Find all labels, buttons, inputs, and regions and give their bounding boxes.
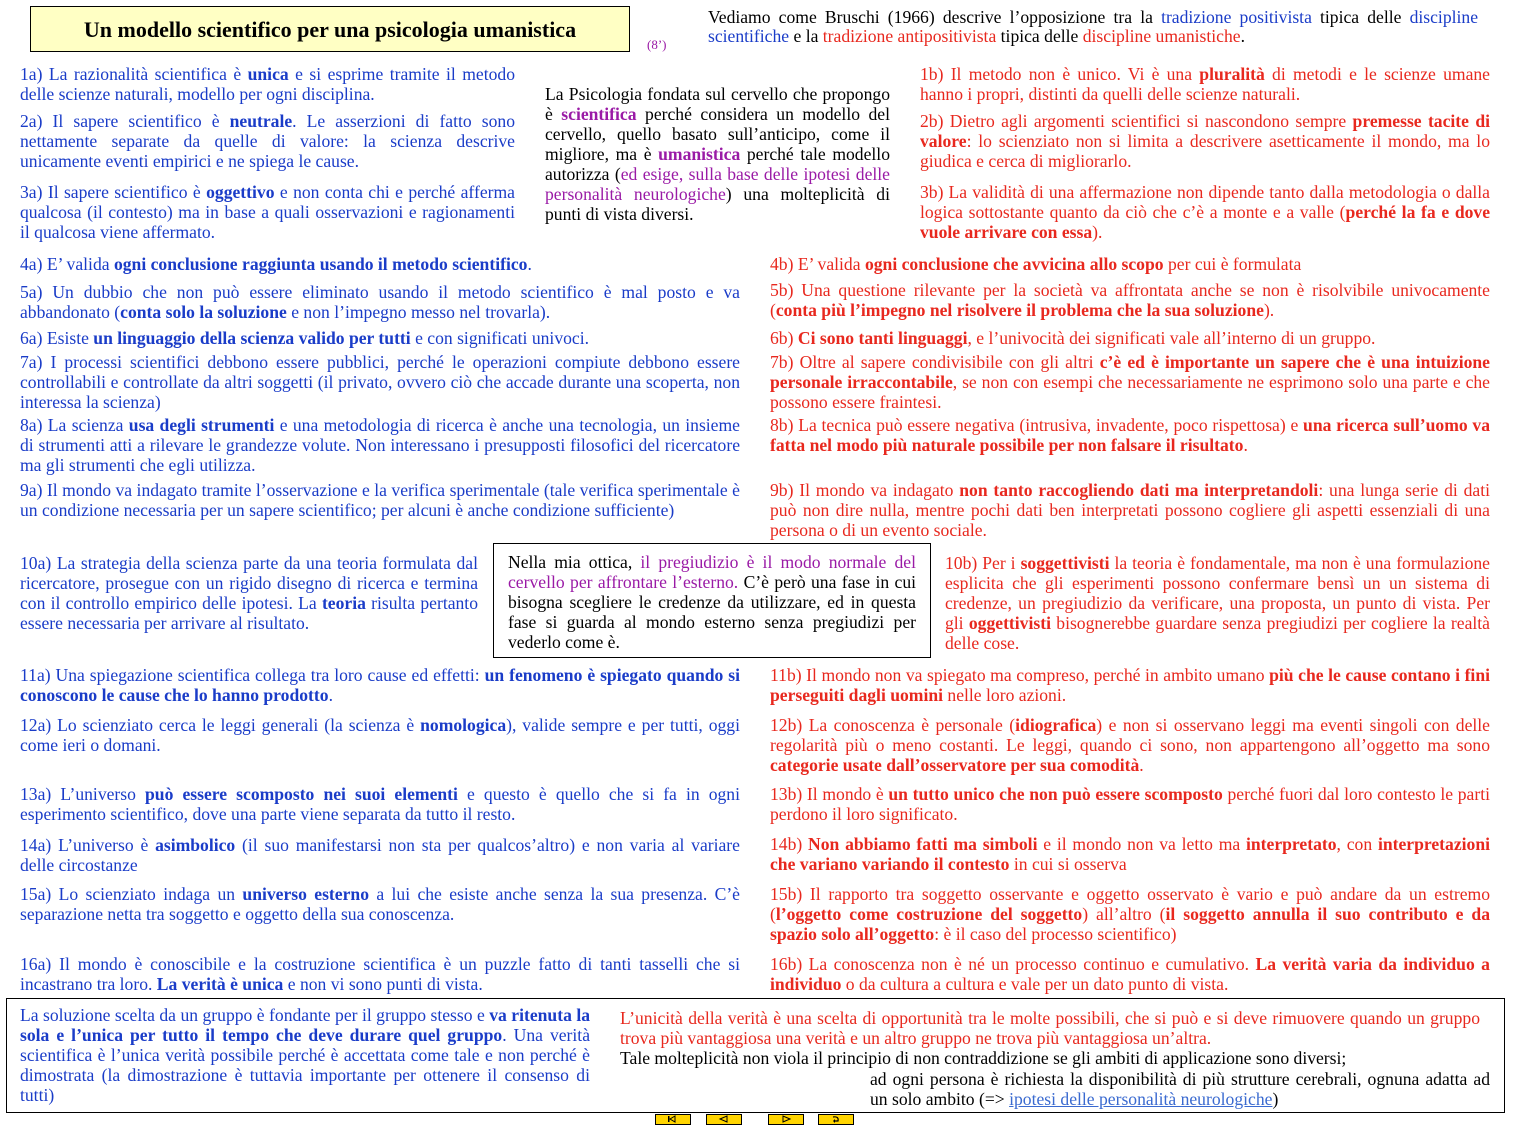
item-3b: 3b) La validità di una affermazione non dipende tanto dalla metodologia o dalla logica sottostante quanto da ciò che c’è a monte e a valle (perché la fa e dove vuole arrivare con essa). <box>920 182 1491 242</box>
item-9a: 9a) Il mondo va indagato tramite l’osservazione e la verifica sperimentale (tale verifica sperimentale è un condizione necessaria per un sapere scientifico; per alcuni è anche condizione sufficiente) <box>20 480 740 520</box>
next-button[interactable] <box>768 1114 804 1125</box>
item-8a: 8a) La scienza usa degli strumenti e una metodologia di ricerca è anche una tecnologia, un insieme di strumenti atti a rilevare le grandezze volute. Non interessano i presupposti filosofici del ricercatore ma gli strumenti che egli utilizza. <box>20 415 740 475</box>
item-13a: 13a) L’universo può essere scomposto nei suoi elementi e questo è quello che si fa in ogni esperimento scientifico, dove una parte viene separata da tutto il resto. <box>20 784 740 824</box>
center-note: La Psicologia fondata sul cervello che propongo è scientifica perché considera un modello del cervello, quello basato sull’anticipo, come il migliore, ma è umanistica perché tale modello autorizza (ed esige, sulla base delle ipotesi delle personalità neurologiche) una molteplicità di punti di vista diversi. <box>545 84 890 224</box>
item-7b: 7b) Oltre al sapere condivisibile con gli altri c’è ed è importante un sapere che è una intuizione personale irraccontabile, se non con esempi che necessariamente ne esprimono solo una parte e che possono essere fraintesi. <box>770 352 1490 412</box>
bottom-left-text: La soluzione scelta da un gruppo è fondante per il gruppo stesso e va ritenuta la sola e l’unica per tutto il tempo che deve durare quel gruppo. Una verità scientifica è l’unica verità possibile perché è accettata come tale e non perché è dimostrata (la dimostrazione è tuttavia importante per ottenere il consenso di tutti) <box>20 1005 591 1105</box>
personalita-neurologiche-link[interactable]: ipotesi delle personalità neurologiche <box>1009 1089 1273 1109</box>
item-5b: 5b) Una questione rilevante per la società va affrontata anche se non è risolvibile univocamente (conta più l’impegno nel risolvere il problema che la sua soluzione). <box>770 280 1490 320</box>
prev-button[interactable] <box>706 1114 742 1125</box>
intro-text: Vediamo come Bruschi (1966) descrive l’opposizione tra la tradizione positivista tipica delle discipline scientifiche e la tradizione antipositivista tipica delle discipline umanistiche. <box>708 7 1479 46</box>
item-12a: 12a) Lo scienziato cerca le leggi generali (la scienza è nomologica), valide sempre e per tutti, oggi come ieri o domani. <box>20 715 740 755</box>
item-9b: 9b) Il mondo va indagato non tanto raccogliendo dati ma interpretandoli: una lunga serie di dati può non dire nulla, mentre pochi dati ben interpretati possono cogliere gli aspetti essenziali di una persona o di un evento sociale. <box>770 480 1490 540</box>
return-button[interactable] <box>818 1114 854 1125</box>
item-6b: 6b) Ci sono tanti linguaggi, e l’univocità dei significati vale all’interno di un gruppo. <box>770 328 1376 348</box>
item-16b: 16b) La conoscenza non è né un processo continuo e cumulativo. La verità varia da individuo a individuo o da cultura a cultura e vale per un dato punto di vista. <box>770 954 1490 994</box>
item-2a: 2a) Il sapere scientifico è neutrale. Le asserzioni di fatto sono nettamente separate da quelle di valore: la scienza descrive unicamente eventi empirici e ne spiega le cause. <box>20 111 515 171</box>
item-3a: 3a) Il sapere scientifico è oggettivo e non conta chi e perché afferma qualcosa (il contesto) ma in base a quali osservazioni e ragionamenti il qualcosa viene affermato. <box>20 182 515 242</box>
item-16a: 16a) Il mondo è conoscibile e la costruzione scientifica è un puzzle fatto di tanti tasselli che si incastrano tra loro. La verità è unica e non vi sono punti di vista. <box>20 954 740 994</box>
item-15b: 15b) Il rapporto tra soggetto osservante e oggetto osservato è vario e può andare da un estremo (l’oggetto come costruzione del soggetto) all’altro (il soggetto annulla il suo contributo e da spazio solo all’oggetto: è il caso del processo scientifico) <box>770 884 1490 944</box>
item-11a: 11a) Una spiegazione scientifica collega tra loro cause ed effetti: un fenomeno è spiegato quando si conoscono le cause che lo hanno prodotto. <box>20 665 740 705</box>
item-14a: 14a) L’universo è asimbolico (il suo manifestarsi non sta per qualcos’altro) e non varia al variare delle circostanze <box>20 835 740 875</box>
item-8b: 8b) La tecnica può essere negativa (intrusiva, invadente, poco rispettosa) e una ricerca sull’uomo va fatta nel modo più naturale possibile per non falsare il risultato. <box>770 415 1490 455</box>
next-icon <box>778 1115 794 1123</box>
prev-icon <box>716 1115 732 1123</box>
bottom-right-line: Tale molteplicità non viola il principio di non contraddizione se gli ambiti di applicazione sono diversi; <box>620 1048 1347 1068</box>
item-10b: 10b) Per i soggettivisti la teoria è fondamentale, ma non è una formulazione esplicita che gli esperimenti possono confermare bensì un un sistema di credenze, un pregiudizio da verificare, una proposta, un punto di vista. Per gli oggettivisti bisognerebbe guardare senza pregiudizi per cogliere la realtà delle cose. <box>945 553 1490 653</box>
item-5a: 5a) Un dubbio che non può essere eliminato usando il metodo scientifico è mal posto e va abbandonato (conta solo la soluzione e non l’impegno messo nel trovarla). <box>20 282 740 322</box>
slide-number: (8’) <box>647 37 667 52</box>
first-icon <box>665 1115 681 1123</box>
item-6a: 6a) Esiste un linguaggio della scienza valido per tutti e con significati univoci. <box>20 328 590 348</box>
first-button[interactable] <box>655 1114 691 1125</box>
item-11b: 11b) Il mondo non va spiegato ma compreso, perché in ambito umano più che le cause contano i fini perseguiti dagli uomini nelle loro azioni. <box>770 665 1490 705</box>
item-10a: 10a) La strategia della scienza parte da una teoria formulata dal ricercatore, prosegue con un rigido disegno di ricerca e termina con il controllo empirico delle ipotesi. La teoria risulta pertanto essere necessaria per arrivare al risultato. <box>20 553 478 633</box>
return-icon <box>828 1115 844 1123</box>
page-title: Un modello scientifico per una psicologia umanistica <box>30 6 630 52</box>
item-7a: 7a) I processi scientifici debbono essere pubblici, perché le operazioni compiute debbono essere controllabili e controllate da altri soggetti (il privato, ovvero ciò che accade durante una scoperta, non interessa la scienza) <box>20 352 740 412</box>
item-14b: 14b) Non abbiamo fatti ma simboli e il mondo non va letto ma interpretato, con interpretazioni che variano variando il contesto in cui si osserva <box>770 834 1490 874</box>
item-13b: 13b) Il mondo è un tutto unico che non può essere scomposto perché fuori dal loro contesto le parti perdono il loro significato. <box>770 784 1490 824</box>
item-4b: 4b) E’ valida ogni conclusione che avvicina allo scopo per cui è formulata <box>770 254 1302 274</box>
item-12b: 12b) La conoscenza è personale (idiografica) e non si osservano leggi ma eventi singoli con delle regolarità più o meno costanti. Le leggi, quando ci sono, non appartengono all’oggetto ma sono categorie usate dall’osservatore per sua comodità. <box>770 715 1490 775</box>
item-1b: 1b) Il metodo non è unico. Vi è una pluralità di metodi e le scienze umane hanno i propri, distinti da quelli delle scienze naturali. <box>920 64 1490 104</box>
bottom-right-red: L’unicità della verità è una scelta di opportunità tra le molte possibili, che si può e si deve rimuovere quando un gruppo trova più vantaggiosa una verità e un altro gruppo ne trova più vantaggiosa un’altra. <box>620 1008 1480 1048</box>
item-2b: 2b) Dietro agli argomenti scientifici si nascondono sempre premesse tacite di valore: lo scienziato non si limita a descrivere asetticamente il mondo, ma lo giudica e cerca di migliorarlo. <box>920 111 1490 171</box>
item-15a: 15a) Lo scienziato indaga un universo esterno a lui che esiste anche senza la sua presenza. C’è separazione netta tra soggetto e oggetto della sua conoscenza. <box>20 884 740 924</box>
item-1a: 1a) La razionalità scientifica è unica e si esprime tramite il metodo delle scienze naturali, modello per ogni disciplina. <box>20 64 515 104</box>
center-box: Nella mia ottica, il pregiudizio è il modo normale del cervello per affrontare l’esterno. C’è però una fase in cui bisogna scegliere le credenze da utilizzare, ed in questa fase si guarda al mondo esterno senza pregiudizi per vederlo come è. <box>493 543 931 658</box>
item-4a: 4a) E’ valida ogni conclusione raggiunta usando il metodo scientifico. <box>20 254 532 274</box>
bottom-right-final: ad ogni persona è richiesta la disponibilità di più strutture cerebrali, ognuna adatta ad un solo ambito (=> ipotesi delle personalità neurologiche) <box>870 1069 1490 1109</box>
